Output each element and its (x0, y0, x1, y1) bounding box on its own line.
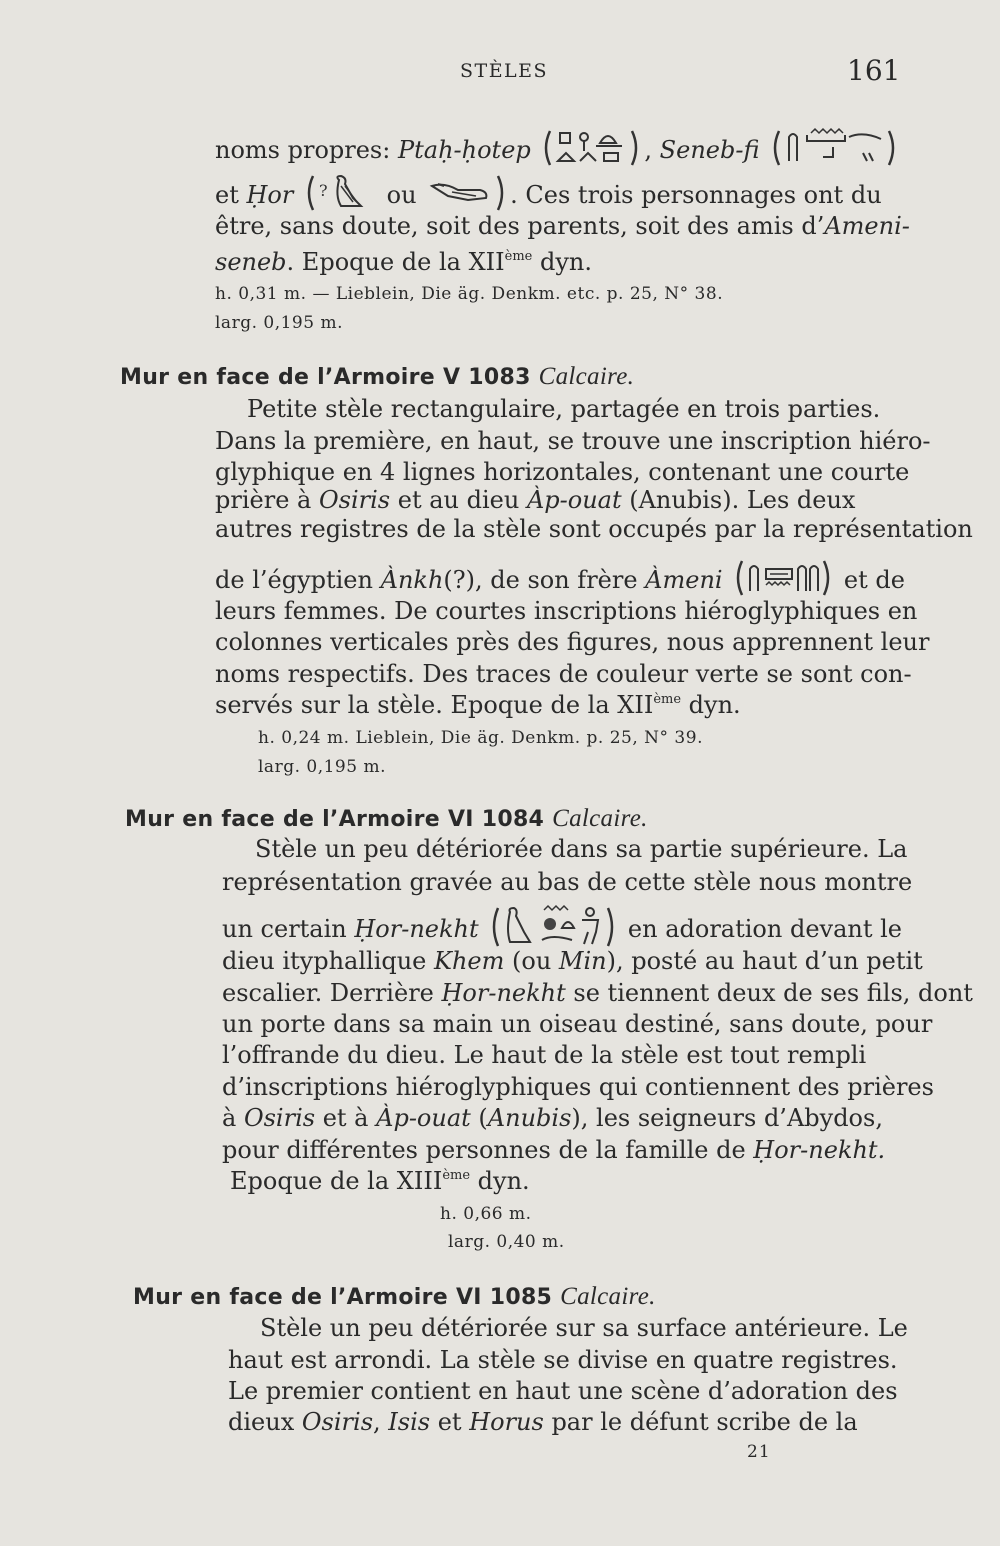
text-line: Le premier contient en haut une scène d’adoration des (228, 1377, 898, 1405)
dimensions-line: larg. 0,195 m. (215, 313, 343, 333)
text-line: un porte dans sa main un oiseau destiné, sans doute, pour (222, 1010, 933, 1038)
dimensions-line: h. 0,24 m. Lieblein, Die äg. Denkm. p. 25, N° 39. (258, 728, 703, 748)
text-line: servés sur la stèle. Epoque de la XIIème dyn. (215, 691, 741, 719)
text-line: Dans la première, en haut, se trouve une inscription hiéro- (215, 427, 931, 455)
text-line: prière à Osiris et au dieu Àp-ouat (Anubis). Les deux (215, 486, 856, 514)
svg-text:?: ? (318, 181, 328, 200)
text-line: à Osiris et à Àp-ouat (Anubis), les seigneurs d’Abydos, (222, 1104, 883, 1132)
dimensions-line: larg. 0,40 m. (448, 1232, 565, 1252)
text-line: escalier. Derrière Ḥor-nekht se tiennent deux de ses fils, dont (222, 979, 973, 1007)
text-line: représentation gravée au bas de cette stèle nous montre (222, 868, 913, 896)
dimensions-line: h. 0,66 m. (440, 1204, 532, 1224)
text-line: noms propres: Ptaḥ-ḥotep , Seneb-fi (215, 127, 901, 176)
entry-heading: Mur en face de l’Armoire VI 1084 Calcaire. (125, 805, 648, 832)
running-title: STÈLES (460, 60, 549, 82)
signature-mark: 21 (747, 1442, 771, 1462)
text-line: haut est arrondi. La stèle se divise en quatre registres. (228, 1346, 898, 1374)
text-line: être, sans doute, soit des parents, soit des amis d’Ameni- (215, 212, 910, 240)
hieroglyph-cartouche-seneb-fi-icon (771, 127, 897, 176)
page-header (0, 54, 1000, 90)
text-line: seneb. Epoque de la XIIème dyn. (215, 248, 593, 276)
text-line: de l’égyptien Ànkh(?), de son frère Àmeni et de (215, 557, 905, 606)
text-line: dieux Osiris, Isis et Horus par le défunt scribe de la (228, 1408, 858, 1436)
text-line: colonnes verticales près des figures, nous apprennent leur (215, 628, 930, 656)
text-line: un certain Ḥor-nekht en adoration devant le (222, 902, 902, 959)
text-line: d’inscriptions hiéroglyphiques qui contiennent des prières (222, 1073, 934, 1101)
text-line: glyphique en 4 lignes horizontales, contenant une courte (215, 458, 910, 486)
text-line: autres registres de la stèle sont occupés par la représentation (215, 515, 973, 543)
text-line: Stèle un peu détériorée sur sa surface antérieure. Le (260, 1314, 908, 1342)
text-line: dieu ityphallique Khem (ou Min), posté au haut d’un petit (222, 947, 923, 975)
page-number: 161 (847, 54, 901, 87)
text-line: leurs femmes. De courtes inscriptions hiéroglyphiques en (215, 597, 918, 625)
text-line: Stèle un peu détériorée dans sa partie supérieure. La (255, 835, 908, 863)
entry-heading: Mur en face de l’Armoire VI 1085 Calcaire. (133, 1283, 656, 1310)
hieroglyph-cartouche-ptah-hotep-icon (542, 127, 640, 176)
text-line: l’offrande du dieu. Le haut de la stèle est tout rempli (222, 1041, 867, 1069)
text-line: Epoque de la XIIIème dyn. (230, 1167, 530, 1195)
entry-heading: Mur en face de l’Armoire V 1083 Calcaire. (120, 363, 635, 390)
dimensions-line: larg. 0,195 m. (258, 757, 386, 777)
dimensions-line: h. 0,31 m. — Lieblein, Die äg. Denkm. etc. p. 25, N° 38. (215, 284, 724, 304)
text-line: Petite stèle rectangulaire, partagée en trois parties. (247, 395, 881, 423)
text-line: et Ḥor ? ou . Ces trois personnages ont du (215, 172, 882, 221)
text-line: pour différentes personnes de la famille de Ḥor-nekht. (222, 1136, 886, 1164)
text-line: noms respectifs. Des traces de couleur verte se sont con- (215, 660, 912, 688)
